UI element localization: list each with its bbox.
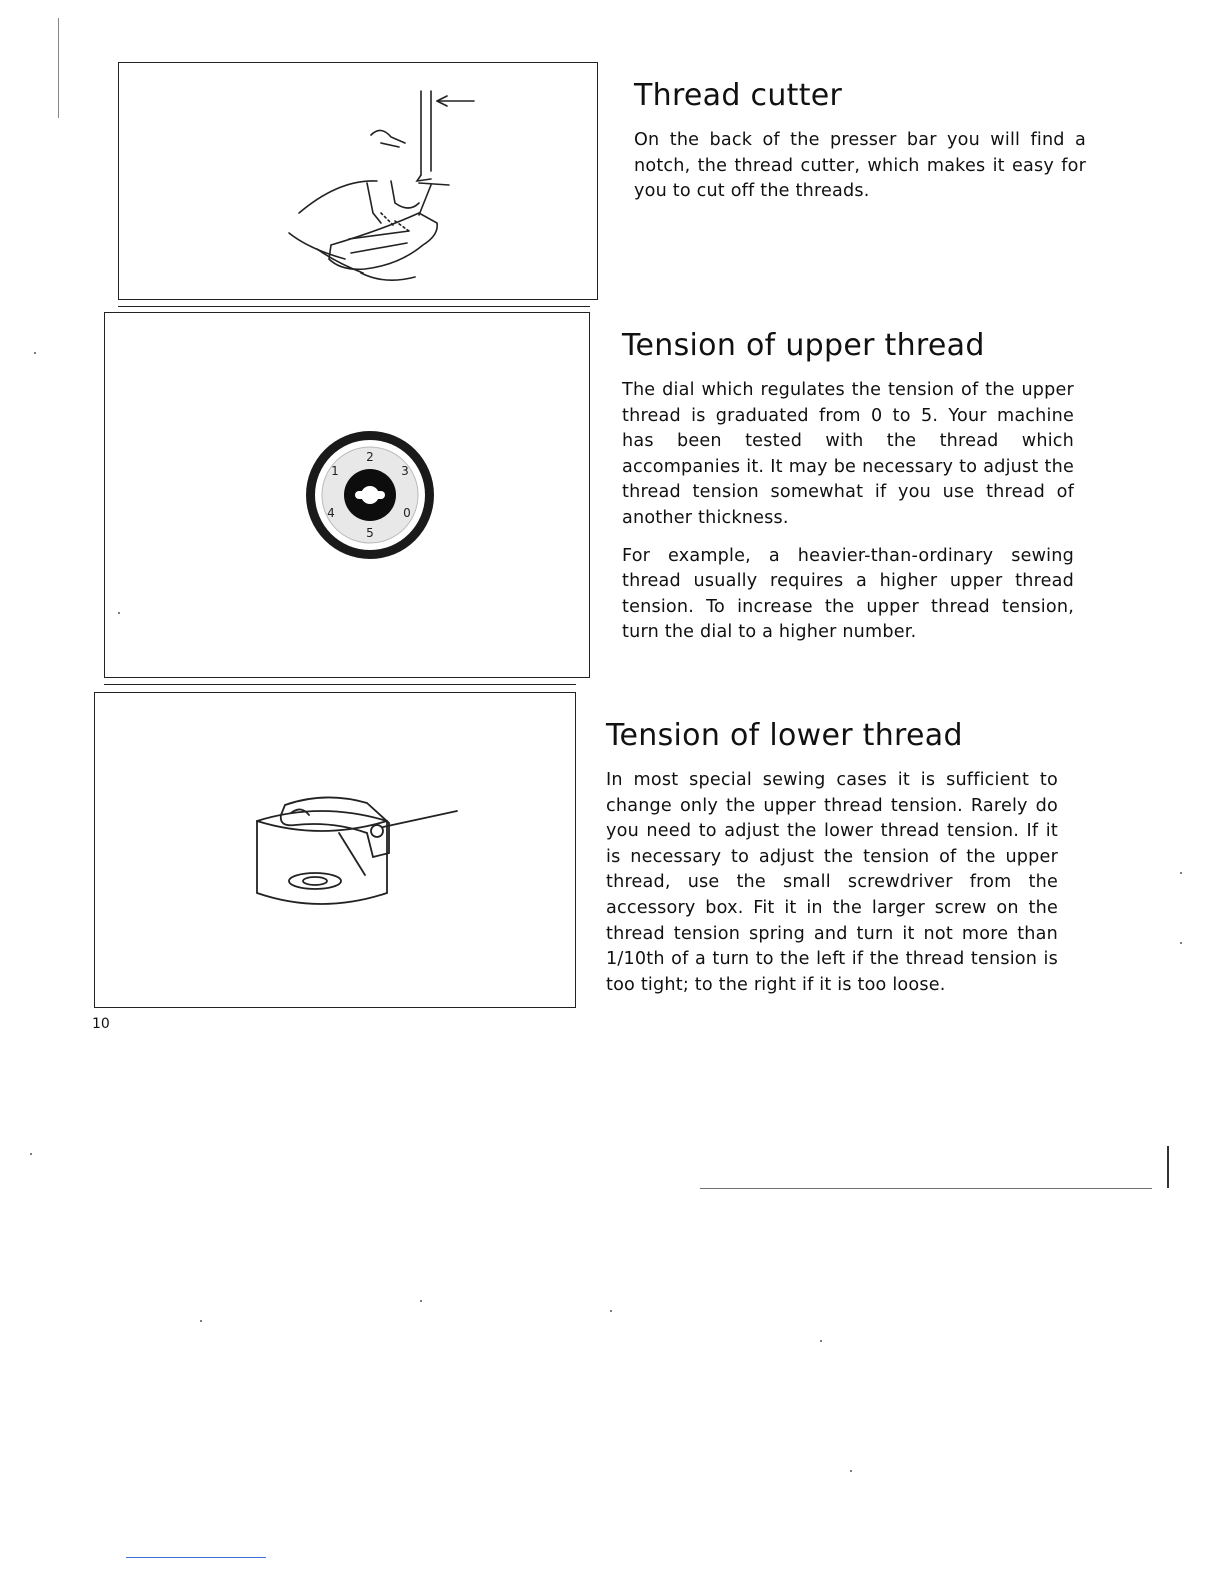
panel-divider [104, 684, 576, 685]
scan-speck [1180, 872, 1182, 874]
section-upper-thread-tension [622, 328, 1074, 658]
dial-number: 4 [327, 506, 335, 520]
scan-speck [850, 1470, 852, 1472]
section-paragraph: The dial which regulates the tension of the upper thread is graduated from 0 to 5. Your machine has been tested with the thread which accompanies it. It may be necessary to adjust the thread tension somewhat if you use thread of another thickness. [622, 380, 1074, 528]
dial-number: 5 [366, 526, 374, 540]
dial-number: 3 [401, 464, 409, 478]
dial-number: 0 [403, 506, 411, 520]
scan-speck [200, 1320, 202, 1322]
section-title: Tension of lower thread [606, 718, 963, 753]
section-paragraph: On the back of the presser bar you will find a notch, the thread cutter, which makes it easy for you to cut off the threads. [634, 130, 1086, 202]
section-paragraph: For example, a heavier-than-ordinary sewing thread usually requires a higher upper thread tension. To increase the upper thread tension, turn the dial to a higher number. [622, 545, 1074, 643]
scan-speck [118, 612, 120, 614]
scan-speck [34, 352, 36, 354]
figure-panel-thread-cutter [118, 62, 598, 300]
section-paragraph: In most special sewing cases it is sufficient to change only the upper thread tension. Rarely do you need to adjust the lower thread tension. If it is necessary to adjust the tension of the upper thread, use the small screwdriver from the accessory box. Fit it in the larger screw on the thread tension spring and turn it not more than 1/10th of a turn to the left if the thread tension is too tight; to the right if it is too loose. [606, 770, 1058, 995]
dial-number: 2 [366, 450, 374, 464]
section-title: Tension of upper thread [622, 328, 985, 363]
scan-line [126, 1557, 266, 1558]
scan-speck [610, 1310, 612, 1312]
bobbin-case-illustration [95, 693, 577, 1009]
dial-number: 1 [331, 464, 339, 478]
scan-speck [30, 1153, 32, 1155]
tension-dial-illustration [105, 313, 591, 679]
scan-speck [420, 1300, 422, 1302]
scan-speck [820, 1340, 822, 1342]
scan-line [1167, 1146, 1169, 1188]
section-lower-thread-tension [606, 718, 1058, 1010]
page-number: 10 [92, 1016, 110, 1032]
section-title: Thread cutter [634, 78, 843, 113]
presser-foot-illustration [119, 63, 599, 301]
panel-divider [118, 306, 590, 307]
figure-panel-upper-tension [104, 312, 590, 678]
figure-panel-lower-tension [94, 692, 576, 1008]
scan-speck [1180, 942, 1182, 944]
section-thread-cutter [634, 78, 1086, 217]
scan-line [58, 18, 59, 118]
scan-line [700, 1188, 1152, 1189]
